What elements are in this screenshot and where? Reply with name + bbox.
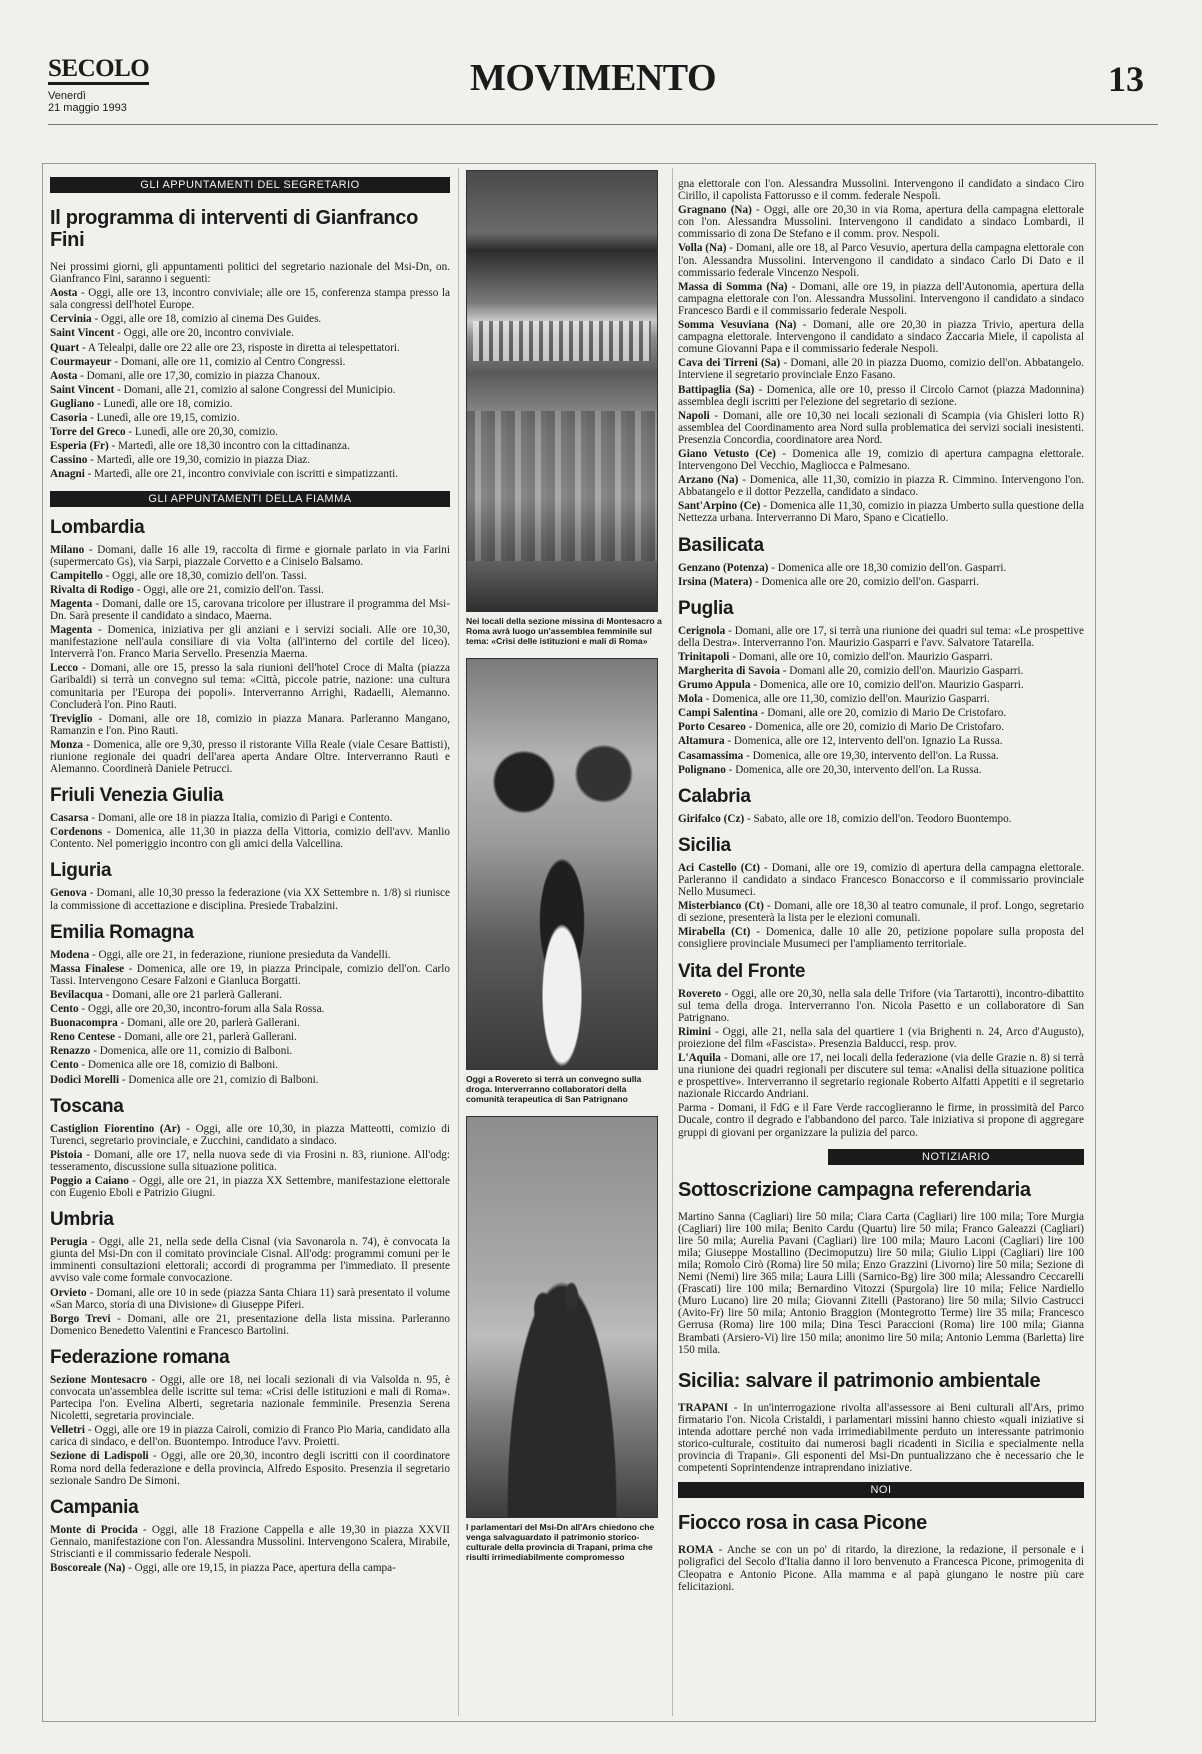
list-item <box>678 988 1084 1024</box>
column-divider-right <box>672 168 673 1716</box>
list-item <box>50 440 450 452</box>
region-list <box>50 1123 450 1200</box>
item-place: Misterbianco (Ct) <box>678 900 764 913</box>
region-heading: Lombardia <box>50 516 145 538</box>
item-place: Sezione di Ladispoli <box>50 1450 149 1463</box>
photo-assembly-hall <box>466 170 658 612</box>
item-text: - Domenica, alle 11,30 in piazza della Vittoria, comizio dell'avv. Manlio Contento. Nel pomeriggio incontro con gli amici della Valcellina. <box>50 826 450 851</box>
list-item <box>678 242 1084 278</box>
item-text: - Domani, alle ore 18,30 al teatro comunale, il prof. Longo, segretario di sezione, presenterà la lista per le elezioni comunali. <box>678 900 1084 925</box>
right-column <box>678 178 1084 1715</box>
item-text: - Domani, alle ore 10, comizio dell'on. Maurizio Gasparri. <box>729 650 993 663</box>
list-item <box>678 707 1084 719</box>
list-item <box>50 454 450 466</box>
list-item <box>678 178 1084 202</box>
list-item <box>50 261 450 285</box>
item-place: Castiglion Fiorentino (Ar) <box>50 1122 181 1135</box>
item-place: Cordenons <box>50 826 103 839</box>
item-place: Rovereto <box>678 987 722 1000</box>
list-item <box>50 1562 450 1574</box>
item-place: Cervinia <box>50 313 92 326</box>
fiocco-text: - Anche se con un po' di ritardo, la direzione, la redazione, il personale e i poligrafici del Secolo d'Italia danno il loro benvenuto a Francesca Picone, primogenita di Cleopatra e Antonio Picone. Alla mamma e al papà giungano le nostre più care felicitazioni. <box>678 1544 1084 1593</box>
section-bar-segretario: GLI APPUNTAMENTI DEL SEGRETARIO <box>50 177 450 193</box>
item-place: Massa Finalese <box>50 962 125 975</box>
item-place: Buonacompra <box>50 1017 118 1030</box>
list-item <box>50 398 450 410</box>
item-place: Dodici Morelli <box>50 1073 120 1086</box>
item-place: Milano <box>50 543 85 556</box>
item-text: - Oggi, alle 21, nella sala del quartiere 1 (via Brighenti n. 24, Arco d'Augusto), proiezione del film «Fascista». Presenzia Balducci, resp. prov. <box>678 1025 1084 1050</box>
list-item <box>50 812 450 824</box>
list-item <box>678 357 1084 381</box>
sicilia-text: - In un'interrogazione rivolta all'assessore ai Beni culturali all'Ars, primo firmatario l'on. Nicola Cristaldi, i parlamentari missini hanno chiesto «quali iniziative si intenda adottare perché non vada irrimediabilmente perduto un interessante patrimonio storico-culturale, costituito dai numerosi bagli ricadenti in Sicilia e specialmente nella provincia di Trapani». Gli esponenti del Msi-Dn puntualizzano che è necessario che le competenti Soprintendenze intraprendano iniziative. <box>678 1401 1084 1475</box>
list-item <box>50 1374 450 1422</box>
headline-programma-fini: Il programma di interventi di Gianfranco Fini <box>50 207 419 251</box>
item-place: Courmayeur <box>50 355 112 368</box>
item-place: Torre del Greco <box>50 426 126 439</box>
item-place: Boscoreale (Na) <box>50 1562 126 1575</box>
segretario-list <box>50 261 450 481</box>
list-item <box>678 1026 1084 1050</box>
newspaper-logo: SECOLO <box>48 56 149 85</box>
list-item <box>50 313 450 325</box>
right-regions <box>678 535 1084 1139</box>
item-place: Gragnano (Na) <box>678 204 752 217</box>
page-number: 13 <box>1108 59 1144 99</box>
list-item <box>50 544 450 568</box>
list-item <box>50 468 450 480</box>
list-item <box>678 625 1084 649</box>
item-place: Esperia (Fr) <box>50 440 109 453</box>
photo-hall-crowd <box>467 411 657 561</box>
photo-young-people <box>466 658 658 1070</box>
campania-continued-list <box>678 178 1084 525</box>
list-item <box>678 319 1084 355</box>
list-item <box>50 989 450 1001</box>
list-item <box>50 1450 450 1486</box>
list-item <box>50 1149 450 1173</box>
item-text: - Lunedì, alle ore 19,15, comizio. <box>87 412 240 425</box>
item-text: - Domani, alle ore 10,30 nei locali sezionali di Scampia (via Ghisleri lotto R) assemblea del Coordinamento area Nord sulla problematica dei servizi sociali inesistenti. Presenzia Concordia, coordinatore area Nord. <box>678 409 1084 446</box>
item-place: Somma Vesuviana (Na) <box>678 319 797 332</box>
item-place: Magenta <box>50 597 93 610</box>
list-item <box>50 1045 450 1057</box>
item-place: Campitello <box>50 569 103 582</box>
item-text: - Oggi, alle ore 20,30 in via Roma, apertura della campagna elettorale con l'on. Alessandra Mussolini. Intervengono il candidato a sindaco Lombardi, il commissario di zona De Stefano e il comm. prov. Nespoli. <box>678 204 1084 241</box>
item-place: Magenta <box>50 624 93 637</box>
item-place: Casoria <box>50 412 88 425</box>
item-text: - Domani, alle ore 17, si terrà una riunione dei quadri sul tema: «Le prospettive della Destra». Interverranno l'on. Maurizio Gasparri e l'avv. Salvatore Tatarella. <box>678 624 1084 649</box>
issue-date <box>48 90 127 114</box>
list-item <box>50 1031 450 1043</box>
photo-hall-seats <box>473 321 651 361</box>
item-place: Borgo Trevi <box>50 1312 111 1325</box>
item-text: - Domenica, alle ore 10, comizio dell'on. Maurizio Gasparri. <box>750 679 1024 692</box>
region-list <box>50 1374 450 1487</box>
item-text: - Domenica alle 11,30, comizio in piazza Umberto sulla questione della Nettezza urbana. Interverranno Di Maro, Spano e Cicatiello. <box>678 500 1084 525</box>
list-item <box>50 1059 450 1071</box>
item-text: - Domani, alle 10,30 presso la federazione (via XX Settembre n. 1/8) si riunisce la commissione di accettazione e disciplina. Presiede Trabalzini. <box>50 887 450 912</box>
item-text: - Domenica, alle ore 19, in piazza Principale, comizio dell'on. Carlo Tassi. Intervengono Cesare Falzoni e Gianluca Borgatti. <box>50 962 450 987</box>
item-text: - Oggi, alle 21, nella sede della Cisnal (via Savonarola n. 74), è convocata la giunta del Msi-Dn con il comitato provinciale Cisnal. All'odg: programmi comuni per le imminenti consultazioni elettorali; accordi di programma per l'immediato. Il presente avviso vale come formale convocazione. <box>50 1236 450 1285</box>
item-text: - Martedì, alle ore 21, incontro conviviale con iscritti e simpatizzanti. <box>84 468 398 481</box>
list-item <box>678 281 1084 317</box>
item-text: - Oggi, alle ore 20,30, incontro degli iscritti con il coordinatore Roma nord della federazione e della provincia, Alfredo Esposito. Presenzia il segretario sezionale Sandro De Simoni. <box>50 1450 450 1487</box>
item-text: - Oggi, alle ore 18, nei locali sezionali di via Valsolda n. 95, è convocata un'assemblea delle iscritte sul tema: «Crisi delle istituzioni e mali di Roma». Partecipa l'on. Evelina Alberti, segretaria nazionale femminile. Presenzia Serena Nicoletti, segretaria provinciale. <box>50 1373 450 1423</box>
region-heading: Umbria <box>50 1209 114 1231</box>
list-item <box>50 412 450 424</box>
item-text: - Oggi, alle ore 13, incontro conviviale; alle ore 15, conferenza stampa presso la sala congressi dell'hotel Europe. <box>50 287 450 312</box>
item-place: Polignano <box>678 763 726 776</box>
region-heading: Basilicata <box>678 534 764 556</box>
list-item <box>678 1102 1084 1138</box>
item-text: - Domenica alle ore 20, comizio dell'on. Gasparri. <box>752 575 979 588</box>
item-text: - Domani, alle ore 21 parlerà Gallerani. <box>102 988 283 1001</box>
item-place: Sant'Arpino (Ce) <box>678 500 761 513</box>
item-place: Reno Centese <box>50 1031 115 1044</box>
list-item <box>50 1287 450 1311</box>
item-place: Monte di Procida <box>50 1523 138 1536</box>
list-item <box>50 584 450 596</box>
region-list <box>678 813 1084 825</box>
caption-montesacro: Nei locali della sezione missina di Montesacro a Roma avrà luogo un'assemblea femminile sul tema: «Crisi delle istituzioni e mali di Roma» <box>466 616 662 646</box>
item-place: Cerignola <box>678 624 726 637</box>
column-divider-left <box>458 168 459 1716</box>
region-list <box>50 1236 450 1337</box>
item-place: Porto Cesareo <box>678 721 746 734</box>
list-item <box>678 926 1084 950</box>
list-item <box>50 356 450 368</box>
sicilia-paragraph <box>678 1402 1084 1475</box>
item-place: Volla (Na) <box>678 242 727 255</box>
list-item <box>50 1123 450 1147</box>
fiamma-regions <box>50 517 450 1575</box>
item-text: - Oggi, alle ore 19 in piazza Cairoli, comizio di Franco Pio Maria, candidato alla carica di sindaco, e dell'on. Buontempo. Introduce l'avv. Proietti. <box>50 1424 450 1449</box>
item-text: - Domani, alle ore 17,30, comizio in piazza Chanoux. <box>77 369 320 382</box>
list-item <box>50 287 450 311</box>
item-text: - Oggi, alle ore 20,30, incontro-forum alla Sala Rossa. <box>78 1003 325 1016</box>
item-text: - Domani, dalle ore 15, carovana tricolore per illustrare il programma del Msi-Dn. Sarà presente il candidato a sindaco, Maerna. <box>50 597 450 622</box>
list-item <box>678 500 1084 524</box>
list-item <box>50 1424 450 1448</box>
item-place: Monza <box>50 738 83 751</box>
item-text: - Oggi, alle ore 21, in federazione, riunione presieduta da Vandelli. <box>89 948 391 961</box>
item-place: Genzano (Potenza) <box>678 561 769 574</box>
item-place: Perugia <box>50 1236 88 1249</box>
list-item <box>678 562 1084 574</box>
item-text: - Domani, alle ore 19, comizio di apertura della campagna elettorale. Parleranno il candidato a sindaco Francesco Bonaccorso e il commissario provinciale Nello Musumeci. <box>678 861 1084 899</box>
item-text: - Domani, alle ore 17, nei locali della federazione (via delle Grazie n. 8) si terrà una riunione dei quadri regionali per discutere sul tema: «Analisi della situazione politica e prospettive». Interverranno il segretario regionale Roberto Alfatti Appetiti e il segretario nazionale Riccardo Andriani. <box>678 1051 1084 1101</box>
region-list <box>678 562 1084 588</box>
item-text: - Lunedì, alle ore 18, comizio. <box>94 397 233 410</box>
list-item <box>50 662 450 710</box>
item-place: Rivalta di Rodigo <box>50 583 134 596</box>
section-bar-noi: NOI <box>678 1482 1084 1498</box>
item-place: Altamura <box>678 735 725 748</box>
region-heading: Federazione romana <box>50 1346 230 1368</box>
item-place: Grumo Appula <box>678 679 751 692</box>
item-text: - Domenica alle ore 18,30 comizio dell'on. Gasparri. <box>768 561 1007 574</box>
list-item <box>50 1175 450 1199</box>
item-place: Irsina (Matera) <box>678 575 753 588</box>
item-place: Sezione Montesacro <box>50 1373 147 1386</box>
item-place: Treviglio <box>50 712 93 725</box>
region-heading: Liguria <box>50 860 112 882</box>
item-place: Battipaglia (Sa) <box>678 383 755 396</box>
item-place: Cento <box>50 1059 79 1072</box>
item-place: L'Aquila <box>678 1051 721 1064</box>
item-text: - A Telealpi, dalle ore 22 alle ore 23, risposte in diretta ai telespettatori. <box>79 341 400 354</box>
list-item <box>678 474 1084 498</box>
item-place: Rimini <box>678 1025 711 1038</box>
item-text: - Domenica, alle ore 12, intervento dell'on. Ignazio La Russa. <box>724 735 1003 748</box>
masthead-rule <box>48 124 1158 125</box>
list-item <box>678 862 1084 898</box>
item-place: Saint Vincent <box>50 383 115 396</box>
item-text: - Domenica alle ore 18, comizio di Balboni. <box>78 1059 279 1072</box>
item-text: - Domani, alle 21, comizio al salone Congressi del Municipio. <box>114 383 396 396</box>
list-item <box>678 384 1084 408</box>
region-heading: Calabria <box>678 785 751 807</box>
item-text: - Lunedì, alle ore 20,30, comizio. <box>125 426 278 439</box>
item-text: - Martedì, alle ore 18,30 incontro con la cittadinanza. <box>108 440 350 453</box>
item-place: Cassino <box>50 454 88 467</box>
item-text: - Domani, alle ore 11, comizio al Centro Congressi. <box>111 355 346 368</box>
list-item <box>678 721 1084 733</box>
list-item <box>50 1003 450 1015</box>
item-text: - Oggi, alle ore 18,30, comizio dell'on. Tassi. <box>102 569 307 582</box>
item-text: - Domenica, alle ore 20, comizio di Mario De Cristofaro. <box>745 721 1004 734</box>
item-text: - Oggi, alle ore 19,15, in piazza Pace, apertura della campa- <box>125 1562 396 1575</box>
region-heading: Sicilia <box>678 834 731 856</box>
list-item <box>50 1074 450 1086</box>
item-text: - Domani, alle ore 10 in sede (piazza Santa Chiara 11) sarà presentato il volume «San Marco, storia di una Divisione» di Giuseppe Piferi. <box>50 1286 450 1311</box>
item-place: Margherita di Savoia <box>678 665 780 677</box>
section-title: MOVIMENTO <box>469 57 717 99</box>
item-place: Cento <box>50 1003 79 1016</box>
item-text: - Oggi, alle ore 21, comizio dell'on. Tassi. <box>133 583 324 596</box>
item-place: Girifalco (Cz) <box>678 812 745 825</box>
list-item <box>678 764 1084 776</box>
item-text: - Oggi, alle ore 20,30, nella sala delle Trifore (via Tartarotti), incontro-dibattito sul tema della droga. Interverranno l'on. Nicola Pasetto e un collaboratore di San Patrignano. <box>678 987 1084 1024</box>
item-text: - Domenica alle 19, comizio di apertura campagna elettorale. Intervengono Del Vecchio, Magliocca e Palmesano. <box>678 447 1084 473</box>
list-item <box>50 1017 450 1029</box>
item-place: Pistoia <box>50 1148 83 1161</box>
list-item <box>50 949 450 961</box>
region-list <box>50 1524 450 1574</box>
item-text: - Domenica, alle ore 9,30, presso il ristorante Villa Reale (viale Cesare Battisti), riunione regionale dei quadri dell'area aperta Andare Oltre. Interverranno Rauti e Alemanno. Coordinerà Daniele Petrucci. <box>50 738 450 776</box>
item-place: Quart <box>50 341 80 354</box>
item-text: - Domani, dalle 16 alle 19, raccolta di firme e giornale parlato in via Farini (supermercato Gs), via Sarpi, piazzale Corvetto e a Ciniselo Balsamo. <box>50 543 450 568</box>
photo-column <box>466 170 666 1715</box>
list-item <box>50 624 450 660</box>
list-item <box>50 739 450 775</box>
list-item <box>50 1313 450 1337</box>
headline-fiocco-rosa: Fiocco rosa in casa Picone <box>678 1512 927 1535</box>
region-heading: Toscana <box>50 1095 124 1117</box>
item-text: Parma - Domani, il FdG e il Fare Verde raccoglieranno le firme, in prossimità del Parco Ducale, contro il degrado e l'abbandono del parco. Tale iniziativa si propone di aggregare gruppi di giovani per organizzare la pulizia del parco. <box>678 1102 1084 1139</box>
caption-trapani: I parlamentari del Msi-Dn all'Ars chiedono che venga salvaguardato il patrimonio storico-culturale della provincia di Trapani, prima che risulti irrimediabilmente compromesso <box>466 1522 655 1562</box>
list-item <box>678 750 1084 762</box>
caption-rovereto: Oggi a Rovereto si terrà un convegno sulla droga. Interverranno collaboratori della comunità terapeutica di San Patrignano <box>466 1074 642 1104</box>
item-place: Aosta <box>50 369 78 382</box>
list-item <box>678 1052 1084 1100</box>
item-text: - Domenica, alle ore 11,30, comizio dell'on. Maurizio Gasparri. <box>702 693 990 706</box>
item-text: - Domani, alle ore 20,30 in piazza Trivio, apertura della campagna elettorale. Intervengono il candidato a sindaco Zaccaria Miele, il capolista al comune Giovanni Papa e il commissario federale Nespoli. <box>678 319 1084 356</box>
item-place: Orvieto <box>50 1286 87 1299</box>
item-place: Trinitapoli <box>678 650 730 663</box>
list-item <box>678 693 1084 705</box>
list-item <box>50 384 450 396</box>
list-item <box>678 410 1084 446</box>
list-item <box>50 598 450 622</box>
issue-full-date: 21 maggio 1993 <box>48 102 127 114</box>
list-item <box>50 370 450 382</box>
item-text: - Sabato, alle ore 18, comizio dell'on. Teodoro Buontempo. <box>744 812 1012 825</box>
section-bar-fiamma: GLI APPUNTAMENTI DELLA FIAMMA <box>50 491 450 507</box>
list-item <box>678 813 1084 825</box>
item-text: - Oggi, alle ore 10,30, in piazza Matteotti, comizio di Turenci, segretario provinciale, e Zucchini, candidato a sindaco. <box>50 1122 450 1147</box>
list-item <box>50 826 450 850</box>
item-text: - Domani, alle ore 17, nella nuova sede di via Frosini n. 83, riunione. All'odg: tesseramento, discussione sulla situazione politica. <box>50 1148 450 1173</box>
section-bar-notiziario: NOTIZIARIO <box>828 1149 1084 1165</box>
list-item <box>50 342 450 354</box>
item-text: - Domenica, alle ore 20,30, intervento dell'on. La Russa. <box>725 763 982 776</box>
list-item <box>50 963 450 987</box>
item-place: Genova <box>50 887 87 900</box>
list-item <box>678 448 1084 472</box>
item-text: - Domani, alle ore 20, comizio di Mario De Cristofaro. <box>757 707 1007 720</box>
sicilia-dateline: TRAPANI <box>678 1401 729 1414</box>
fiocco-dateline: ROMA <box>678 1544 714 1557</box>
item-text: - Oggi, alle 18 Frazione Cappella e alle 19,30 in piazza XXVII Gennaio, manifestazione con l'on. Alessandra Mussolini. Intervengono Scalera, Mirabile, Striscianti e il commissario federale Nespoli. <box>50 1523 450 1560</box>
item-text: - Domenica, dalle 10 alle 20, petizione popolare sulla proposta del consigliere provinciale Musumeci per l'ampliamento territoriale. <box>678 926 1084 951</box>
item-place: Aci Castello (Ct) <box>678 861 760 874</box>
item-text: - Domani, alle ore 21, presentazione della lista missina. Parleranno Domenico Benedetto Valentini e Francesco Bartolini. <box>50 1312 450 1337</box>
region-list <box>50 544 450 776</box>
item-place: Mola <box>678 693 703 706</box>
item-place: Modena <box>50 948 90 961</box>
headline-sicilia-patrimonio: Sicilia: salvare il patrimonio ambientale <box>678 1369 1041 1392</box>
item-place: Giano Vetusto (Ce) <box>678 447 776 460</box>
list-item <box>50 1524 450 1560</box>
item-text: - Oggi, alle ore 21, in piazza XX Settembre, manifestazione elettorale con Eugenio Eboli e Patrizio Giugni. <box>50 1174 450 1200</box>
region-list <box>678 625 1084 776</box>
list-item <box>678 576 1084 588</box>
item-text: - Domenica, alle ore 11, comizio di Balboni. <box>90 1045 293 1058</box>
item-text: - Domenica, iniziativa per gli anziani e i servizi sociali. Alle ore 10,30, manifestazione nell'aula consiliare di via Volta (all'interno del cortile del liceo). Interverrà l'on. Franco Maria Servello. Presenzia Maerna. <box>50 624 450 661</box>
list-item <box>50 426 450 438</box>
region-list <box>678 862 1084 951</box>
item-place: Cava dei Tirreni (Sa) <box>678 357 781 370</box>
region-list <box>50 887 450 911</box>
region-list <box>50 812 450 850</box>
left-column <box>50 175 450 1715</box>
item-text: - Domenica, alle ore 10, presso il Circolo Carnot (piazza Madonnina) assemblea degli iscritti per l'elezione del segretario di sezione. <box>678 383 1084 408</box>
item-text: - Domani, alle ore 18 in piazza Italia, comizio di Parigi e Contento. <box>88 812 393 825</box>
item-text: - Domani, alle ore 18, al Parco Vesuvio, apertura della campagna elettorale con l'on. Alessandra Mussolini. Intervengono il candidato a sindaco Carlo Di Dato e il commissario federale Vincenzo Nespoli. <box>678 242 1084 279</box>
region-heading: Campania <box>50 1496 139 1518</box>
item-text: gna elettorale con l'on. Alessandra Mussolini. Intervengono il candidato a sindaco Ciro Cirillo, il capolista Fattorusso e il comm. federale Nespoli. <box>678 178 1084 203</box>
list-item <box>50 570 450 582</box>
region-heading: Emilia Romagna <box>50 921 194 943</box>
item-place: Saint Vincent <box>50 327 115 340</box>
region-list <box>50 949 450 1086</box>
item-text: - Domani alle 20, comizio dell'on. Maurizio Gasparri. <box>779 665 1024 677</box>
item-text: - Domenica alle ore 21, comizio di Balboni. <box>119 1073 319 1086</box>
item-place: Velletri <box>50 1424 85 1437</box>
item-place: Renazzo <box>50 1045 91 1058</box>
list-item <box>678 651 1084 663</box>
item-place: Campi Salentina <box>678 707 758 720</box>
item-place: Aosta <box>50 287 78 300</box>
item-place: Casarsa <box>50 812 89 825</box>
item-place: Mirabella (Ct) <box>678 926 751 939</box>
item-place: Napoli <box>678 409 710 422</box>
region-heading: Friuli Venezia Giulia <box>50 785 224 807</box>
item-text: - Oggi, alle ore 18, comizio al cinema Des Guides. <box>91 313 322 326</box>
region-heading: Puglia <box>678 597 734 619</box>
item-text: - Domenica, alle ore 19,30, intervento dell'on. La Russa. <box>743 749 999 762</box>
item-text: - Oggi, alle ore 20, incontro conviviale. <box>114 327 294 340</box>
item-text: - Domani, alle 20 in piazza Duomo, comizio dell'on. Abbatangelo. Interviene il segretario provinciale Enzo Fasano. <box>678 357 1084 382</box>
item-text: - Domani, alle ore 20, parlerà Gallerani. <box>117 1017 300 1030</box>
sottoscrizione-text: Martino Sanna (Cagliari) lire 50 mila; Ciara Carta (Cagliari) lire 100 mila; Tore Murgia (Cagliari) lire 100 mila; Benito Cardu (Quartu) lire 50 mila; Franco Galeazzi (Cagliari) lire 50 mila; Aurelia Pavani (Cagliari) lire 100 mila; Mauro Laconi (Cagliari) lire 100 mila; Giuseppe Mostallino (Decimoputzu) lire 50 mila; Giulio Lippi (Cagliari) lire 100 mila; Romolo Cirò (Roma) lire 50 mila; Enzo Grazzini (Livorno) lire 50 mila; Sezione di Nemi (Nemi) lire 365 mila; Laura Lilli (Sarnico-Bg) lire 300 mila; Alessandro Ceccarelli (Frascati) lire 100 mila; Bernardino Vitozzi (Spurgola) lire 10 mila; Felice Nardiello (Muro Lucano) lire 20 mila; Giovanni Zitelli (Pastorano) lire 50 mila; Silvio Castrucci (Avito-Fr) lire 50 mila; Antonio Braggion (Montegrotto Terme) lire 35 mila; Francesco Gerrusa (Roma) lire 100 mila; Dina Tesci Paraccioni (Roma) lire 100 mila; Gianna Brambati (Arsiero-Vi) lire 150 mila; anonimo lire 50 mila; Antonio Lemma (Barletta) lire 150 mila. <box>678 1210 1084 1356</box>
item-text: Nei prossimi giorni, gli appuntamenti politici del segretario nazionale del Msi-Dn, on. Gianfranco Fini, saranno i seguenti: <box>50 261 450 286</box>
fiocco-paragraph <box>678 1544 1084 1592</box>
list-item <box>50 1236 450 1284</box>
item-text: - Domani, alle ore 21, parlerà Gallerani. <box>114 1031 297 1044</box>
item-place: Massa di Somma (Na) <box>678 280 788 293</box>
item-place: Casamassima <box>678 749 744 762</box>
item-place: Poggio a Caiano <box>50 1174 129 1187</box>
item-place: Anagni <box>50 468 85 481</box>
list-item <box>678 665 1084 677</box>
list-item <box>678 900 1084 924</box>
item-place: Lecco <box>50 662 78 675</box>
list-item <box>678 204 1084 240</box>
list-item <box>678 679 1084 691</box>
region-heading: Vita del Fronte <box>678 960 806 982</box>
item-text: - Domani, alle ore 18, comizio in piazza Manara. Parleranno Mangano, Ramanzin e l'on. Pino Rauti. <box>50 712 450 737</box>
photo-sea-coast <box>466 1116 658 1518</box>
region-list <box>678 988 1084 1139</box>
item-place: Bevilacqua <box>50 988 103 1001</box>
list-item <box>50 713 450 737</box>
item-text: - Domenica, alle 11,30, comizio in piazza R. Cimmino. Intervengono l'on. Abbatangelo e il dottor Pezzella, candidato a sindaco. <box>678 474 1084 499</box>
list-item <box>50 887 450 911</box>
masthead <box>48 48 1158 126</box>
item-text: - Domani, alle ore 15, presso la sala riunioni dell'hotel Croce di Malta (piazza Garibaldi) si terrà un convegno sul tema: «Città, piccole patrie, nazione: una cultura comunitaria per l'Europa dei popoli». Interverranno Arrighi, Radaelli, Alemanno. Concluderà l'on. Pino Rauti. <box>50 662 450 711</box>
item-text: - Martedì, alle ore 19,30, comizio in piazza Diaz. <box>87 454 311 467</box>
list-item <box>678 735 1084 747</box>
list-item <box>50 327 450 339</box>
item-place: Gugliano <box>50 397 95 410</box>
item-text: - Domani, alle ore 19, in piazza dell'Autonomia, apertura della campagna elettorale con l'on. Alessandra Mussolini. Intervengono il candidato a sindaco Francesco Bardi e il commissario federale Nespoli. <box>678 280 1084 317</box>
issue-day: Venerdì <box>48 90 86 102</box>
headline-sottoscrizione: Sottoscrizione campagna referendaria <box>678 1178 1031 1201</box>
item-place: Arzano (Na) <box>678 474 739 487</box>
